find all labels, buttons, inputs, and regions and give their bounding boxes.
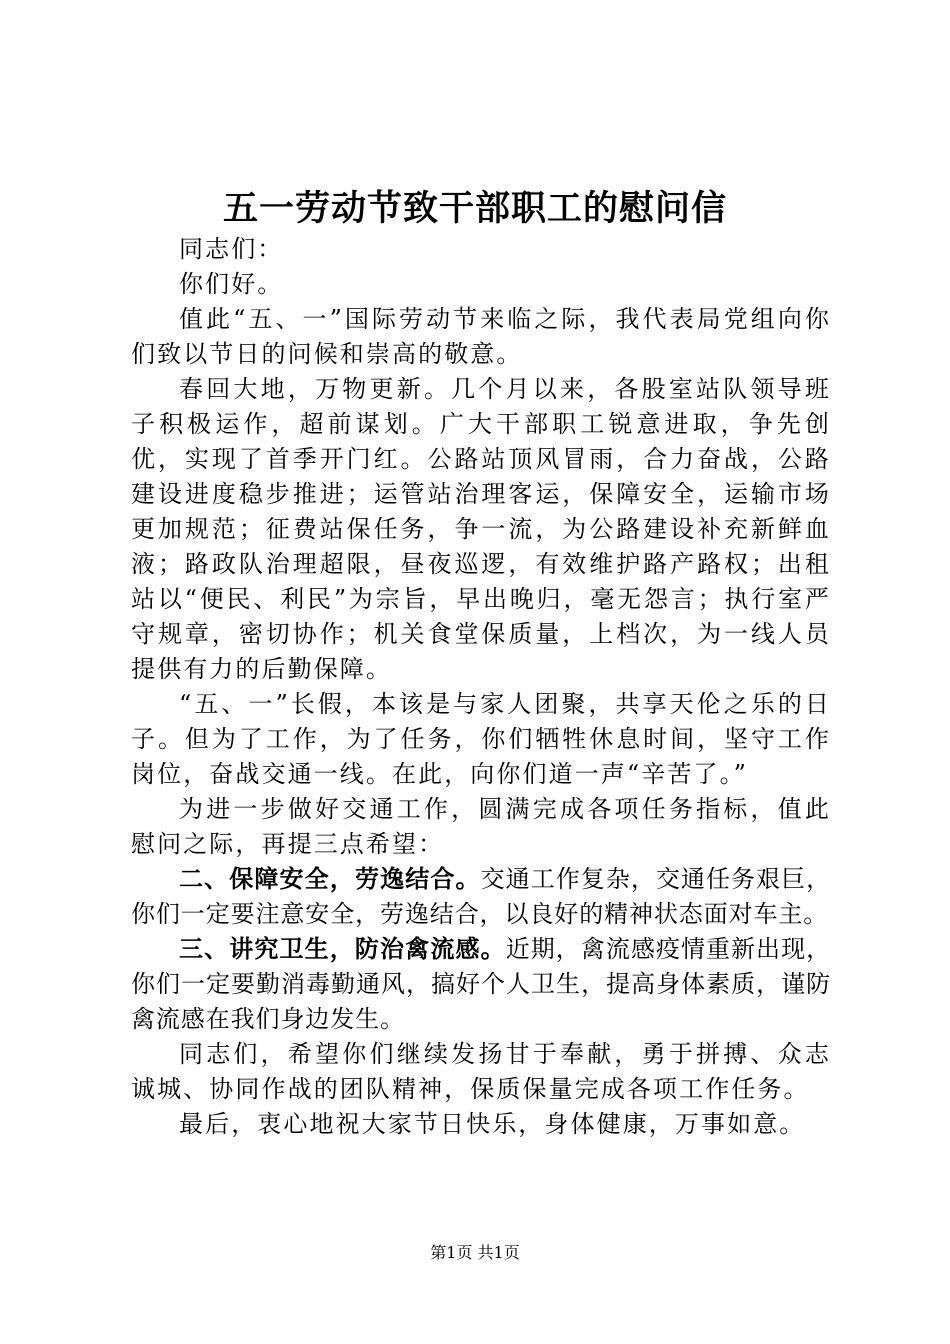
paragraph-holiday-sacrifice: “五、一”长假，本该是与家人团聚，共享天伦之乐的日子。但为了工作，为了任务，你们牺牲休息时间，坚守工作岗位，奋战交通一线。在此，向你们道一声“辛苦了。”: [131, 690, 831, 788]
paragraph-hygiene: [131, 932, 831, 1037]
paragraph-achievements: 春回大地，万物更新。几个月以来，各股室站队领导班子积极运作，超前谋划。广大干部职工锐意进取，争先创优，实现了首季开门红。公路站顶风冒雨，合力奋战，公路建设进度稳步推进；运管站治理客运，保障安全，运输市场更加规范；征费站保任务，争一流，为公路建设补充新鲜血液；路政队治理超限，昼夜巡逻，有效维护路产路权；出租站以“便民、利民”为宗旨，早出晚归，毫无怨言；执行室严守规章，密切协作；机关食堂保质量，上档次，为一线人员提供有力的后勤保障。: [131, 375, 831, 683]
paragraph-safety: [131, 862, 831, 932]
page-title: 五一劳动节致干部职工的慰问信: [222, 188, 727, 229]
greeting: 你们好。: [179, 270, 284, 298]
salutation: 同志们：: [179, 235, 284, 263]
safety-heading: 二、保障安全，劳逸结合。: [179, 865, 481, 893]
paragraph-closing-wishes: 最后，衷心地祝大家节日快乐，身体健康，万事如意。: [179, 1110, 806, 1138]
safety-text: 交通工作复杂，交通任务艰巨，你们一定要注意安全，劳逸结合，以良好的精神状态面对车主。: [131, 865, 832, 928]
paragraph-team-spirit: 同志们，希望你们继续发扬甘于奉献，勇于拼搏、众志诚城、协同作战的团队精神，保质保量完成各项工作任务。: [131, 1040, 831, 1103]
hygiene-text: 近期，禽流感疫情重新出现，你们一定要勤消毒勤通风，搞好个人卫生，提高身体素质，谨防禽流感在我们身边发生。: [131, 935, 832, 1033]
letter-body: [131, 232, 831, 1142]
paragraph-holiday-greeting: 值此“五、一”国际劳动节来临之际，我代表局党组向你们致以节日的问候和崇高的敬意。: [131, 305, 831, 368]
page-footer: 第1页 共1页: [430, 1243, 520, 1262]
paragraph-hopes-intro: 为进一步做好交通工作，圆满完成各项任务指标，值此慰问之际，再提三点希望：: [131, 795, 831, 858]
hygiene-heading: 三、讲究卫生，防治禽流感。: [179, 935, 506, 963]
